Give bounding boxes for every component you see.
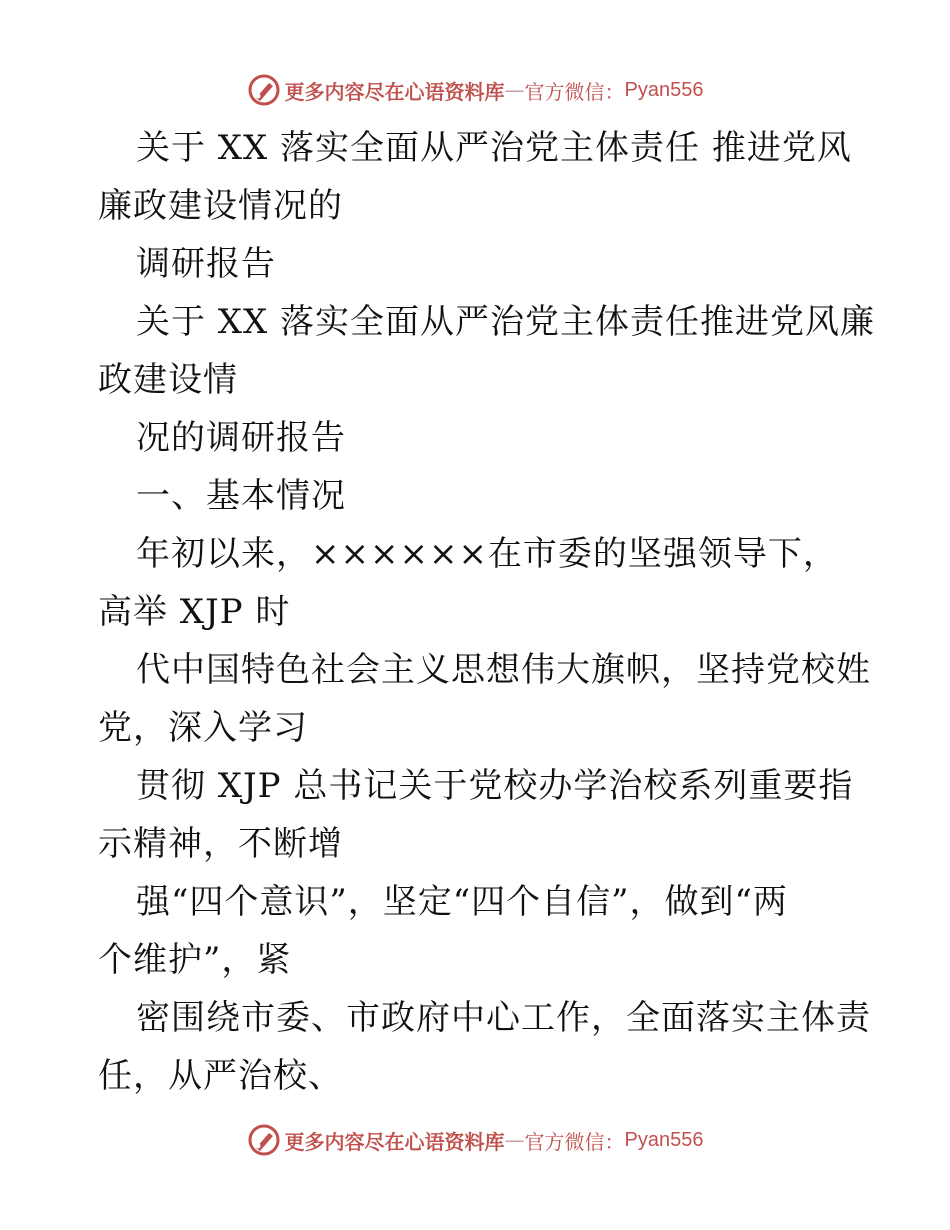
body-line-1: 关于 XX 落实全面从严治党主体责任 推进党风: [136, 128, 852, 168]
body-line-8: 年初以来，××××××在市委的坚强领导下，: [136, 534, 838, 574]
pen-logo-icon: [247, 73, 281, 107]
body-line-17: 任，从严治校、: [98, 1056, 343, 1096]
body-line-4: 关于 XX 落实全面从严治党主体责任推进党风廉: [136, 302, 876, 342]
body-line-13: 示精神，不断增: [98, 824, 343, 864]
banner-wechat-id: Pyan556: [624, 1128, 704, 1151]
banner-official-label: 官方微信：: [524, 1129, 625, 1154]
body-line-10: 代中国特色社会主义思想伟大旗帜，坚持党校姓: [136, 650, 871, 690]
pen-logo-icon: [247, 1123, 281, 1157]
body-line-11: 党，深入学习: [98, 708, 308, 748]
footer-banner: [0, 1122, 950, 1158]
banner-wechat-id: Pyan556: [624, 78, 704, 101]
body-line-6: 况的调研报告: [136, 418, 346, 458]
body-line-12: 贯彻 XJP 总书记关于党校办学治校系列重要指: [136, 766, 854, 806]
banner-separator: —: [504, 78, 525, 102]
body-line-16: 密围绕市委、市政府中心工作，全面落实主体责: [136, 998, 871, 1038]
section-heading: 一、基本情况: [136, 476, 346, 516]
banner-separator: —: [504, 1128, 525, 1152]
body-line-5: 政建设情: [98, 360, 238, 400]
body-line-3: 调研报告: [136, 244, 276, 284]
body-line-2: 廉政建设情况的: [98, 186, 343, 226]
body-line-14: 强“四个意识”，坚定“四个自信”，做到“两: [136, 882, 788, 922]
header-banner: [0, 72, 950, 108]
banner-main-text: 更多内容尽在心语资料库: [284, 1129, 505, 1154]
body-line-9: 高举 XJP 时: [98, 592, 291, 632]
banner-official-label: 官方微信：: [524, 79, 625, 104]
body-line-15: 个维护”，紧: [98, 940, 292, 980]
banner-main-text: 更多内容尽在心语资料库: [284, 79, 505, 104]
